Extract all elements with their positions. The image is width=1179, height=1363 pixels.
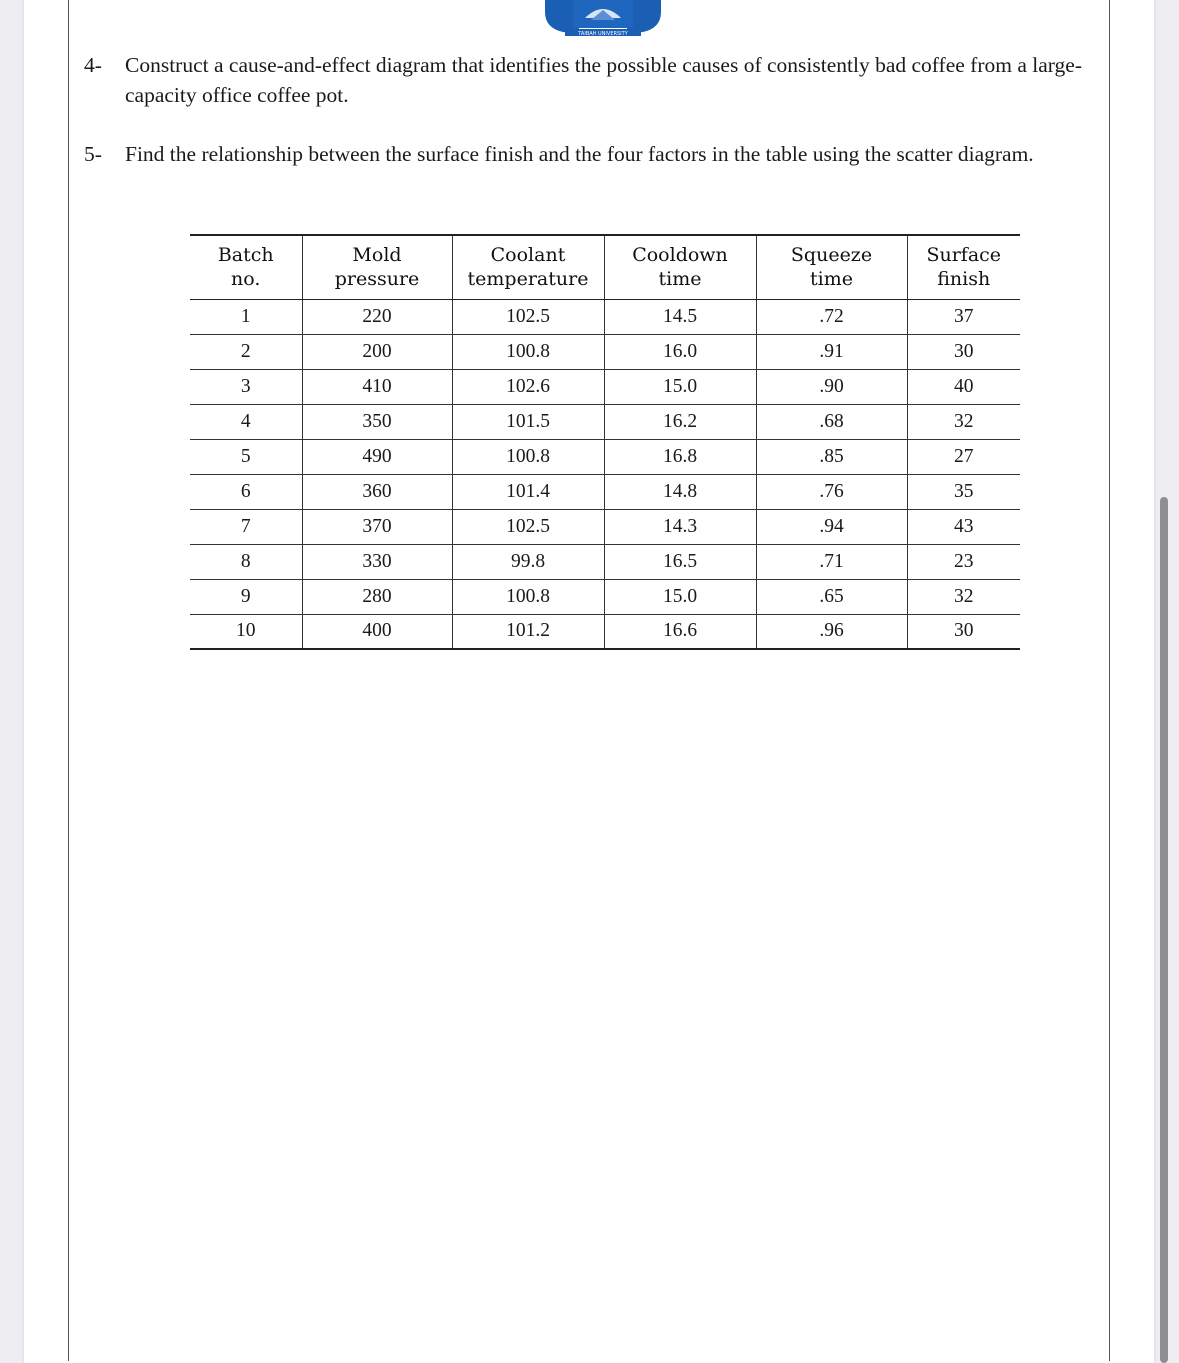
table-row — [190, 509, 1020, 544]
table-cell: 360 — [302, 474, 452, 509]
table-cell: 490 — [302, 439, 452, 474]
table-cell: 101.5 — [452, 404, 604, 439]
table-cell: 102.6 — [452, 369, 604, 404]
table-header-row — [190, 235, 1020, 299]
table-row — [190, 299, 1020, 334]
table-row — [190, 474, 1020, 509]
header-cooldown-time: Cooldown time — [604, 235, 756, 299]
table-cell: 410 — [302, 369, 452, 404]
table-cell: .76 — [756, 474, 907, 509]
table-cell: 100.8 — [452, 334, 604, 369]
table-cell: 1 — [190, 299, 302, 334]
table-cell: 16.0 — [604, 334, 756, 369]
table-cell: 14.8 — [604, 474, 756, 509]
table-cell: 3 — [190, 369, 302, 404]
table-cell: 37 — [907, 299, 1020, 334]
table-cell: 16.6 — [604, 614, 756, 649]
table-cell: 102.5 — [452, 299, 604, 334]
question-number: 5- — [84, 142, 102, 166]
table-cell: 280 — [302, 579, 452, 614]
table-cell: 350 — [302, 404, 452, 439]
header-batch-no: Batch no. — [190, 235, 302, 299]
table-cell: 14.3 — [604, 509, 756, 544]
table-cell: 4 — [190, 404, 302, 439]
table-cell: 16.2 — [604, 404, 756, 439]
table-row — [190, 369, 1020, 404]
question-5 — [84, 139, 1094, 169]
table-cell: 220 — [302, 299, 452, 334]
table-body — [190, 299, 1020, 649]
table-cell: 14.5 — [604, 299, 756, 334]
table-cell: 101.4 — [452, 474, 604, 509]
question-text: Construct a cause-and-effect diagram that identifies the possible causes of consistently bad coffee from a large-capacity office coffee pot. — [125, 53, 1083, 107]
table-cell: 400 — [302, 614, 452, 649]
table-cell: .91 — [756, 334, 907, 369]
vertical-scrollbar[interactable] — [1160, 497, 1168, 1363]
table-cell: 16.8 — [604, 439, 756, 474]
table-cell: 8 — [190, 544, 302, 579]
table-cell: 40 — [907, 369, 1020, 404]
table-cell: .72 — [756, 299, 907, 334]
table-cell: 100.8 — [452, 579, 604, 614]
question-number: 4- — [84, 53, 102, 77]
table-cell: .96 — [756, 614, 907, 649]
table-row — [190, 334, 1020, 369]
table-cell: 30 — [907, 334, 1020, 369]
document-page — [24, 0, 1154, 1363]
table-cell: 27 — [907, 439, 1020, 474]
table-cell: 370 — [302, 509, 452, 544]
table-cell: 32 — [907, 404, 1020, 439]
table-cell: 100.8 — [452, 439, 604, 474]
data-table — [190, 234, 1020, 650]
table-cell: 30 — [907, 614, 1020, 649]
question-text: Find the relationship between the surface finish and the four factors in the table using the scatter diagram. — [125, 142, 1034, 166]
header-surface-finish: Surface finish — [907, 235, 1020, 299]
table-row — [190, 404, 1020, 439]
table-cell: 43 — [907, 509, 1020, 544]
university-logo — [543, 0, 663, 38]
header-squeeze-time: Squeeze time — [756, 235, 907, 299]
table-cell: 5 — [190, 439, 302, 474]
table-cell: 10 — [190, 614, 302, 649]
header-coolant-temperature: Coolant temperature — [452, 235, 604, 299]
table-cell: 15.0 — [604, 579, 756, 614]
table-row — [190, 614, 1020, 649]
header-mold-pressure: Mold pressure — [302, 235, 452, 299]
table-cell: 99.8 — [452, 544, 604, 579]
table-row — [190, 439, 1020, 474]
table-cell: .94 — [756, 509, 907, 544]
table-row — [190, 579, 1020, 614]
table-cell: 32 — [907, 579, 1020, 614]
table-cell: .71 — [756, 544, 907, 579]
table-cell: 7 — [190, 509, 302, 544]
page-border-frame — [68, 0, 1110, 1361]
table-cell: .85 — [756, 439, 907, 474]
question-4 — [84, 50, 1094, 110]
table-cell: 6 — [190, 474, 302, 509]
table-cell: 35 — [907, 474, 1020, 509]
table-cell: 23 — [907, 544, 1020, 579]
table-cell: .68 — [756, 404, 907, 439]
table-row — [190, 544, 1020, 579]
table-cell: .65 — [756, 579, 907, 614]
table-cell: 16.5 — [604, 544, 756, 579]
table-cell: 330 — [302, 544, 452, 579]
table-cell: 102.5 — [452, 509, 604, 544]
table-cell: 200 — [302, 334, 452, 369]
table-cell: 2 — [190, 334, 302, 369]
table-cell: .90 — [756, 369, 907, 404]
logo-text: TAIBAH UNIVERSITY — [578, 30, 628, 37]
table-cell: 9 — [190, 579, 302, 614]
table-cell: 101.2 — [452, 614, 604, 649]
table-cell: 15.0 — [604, 369, 756, 404]
